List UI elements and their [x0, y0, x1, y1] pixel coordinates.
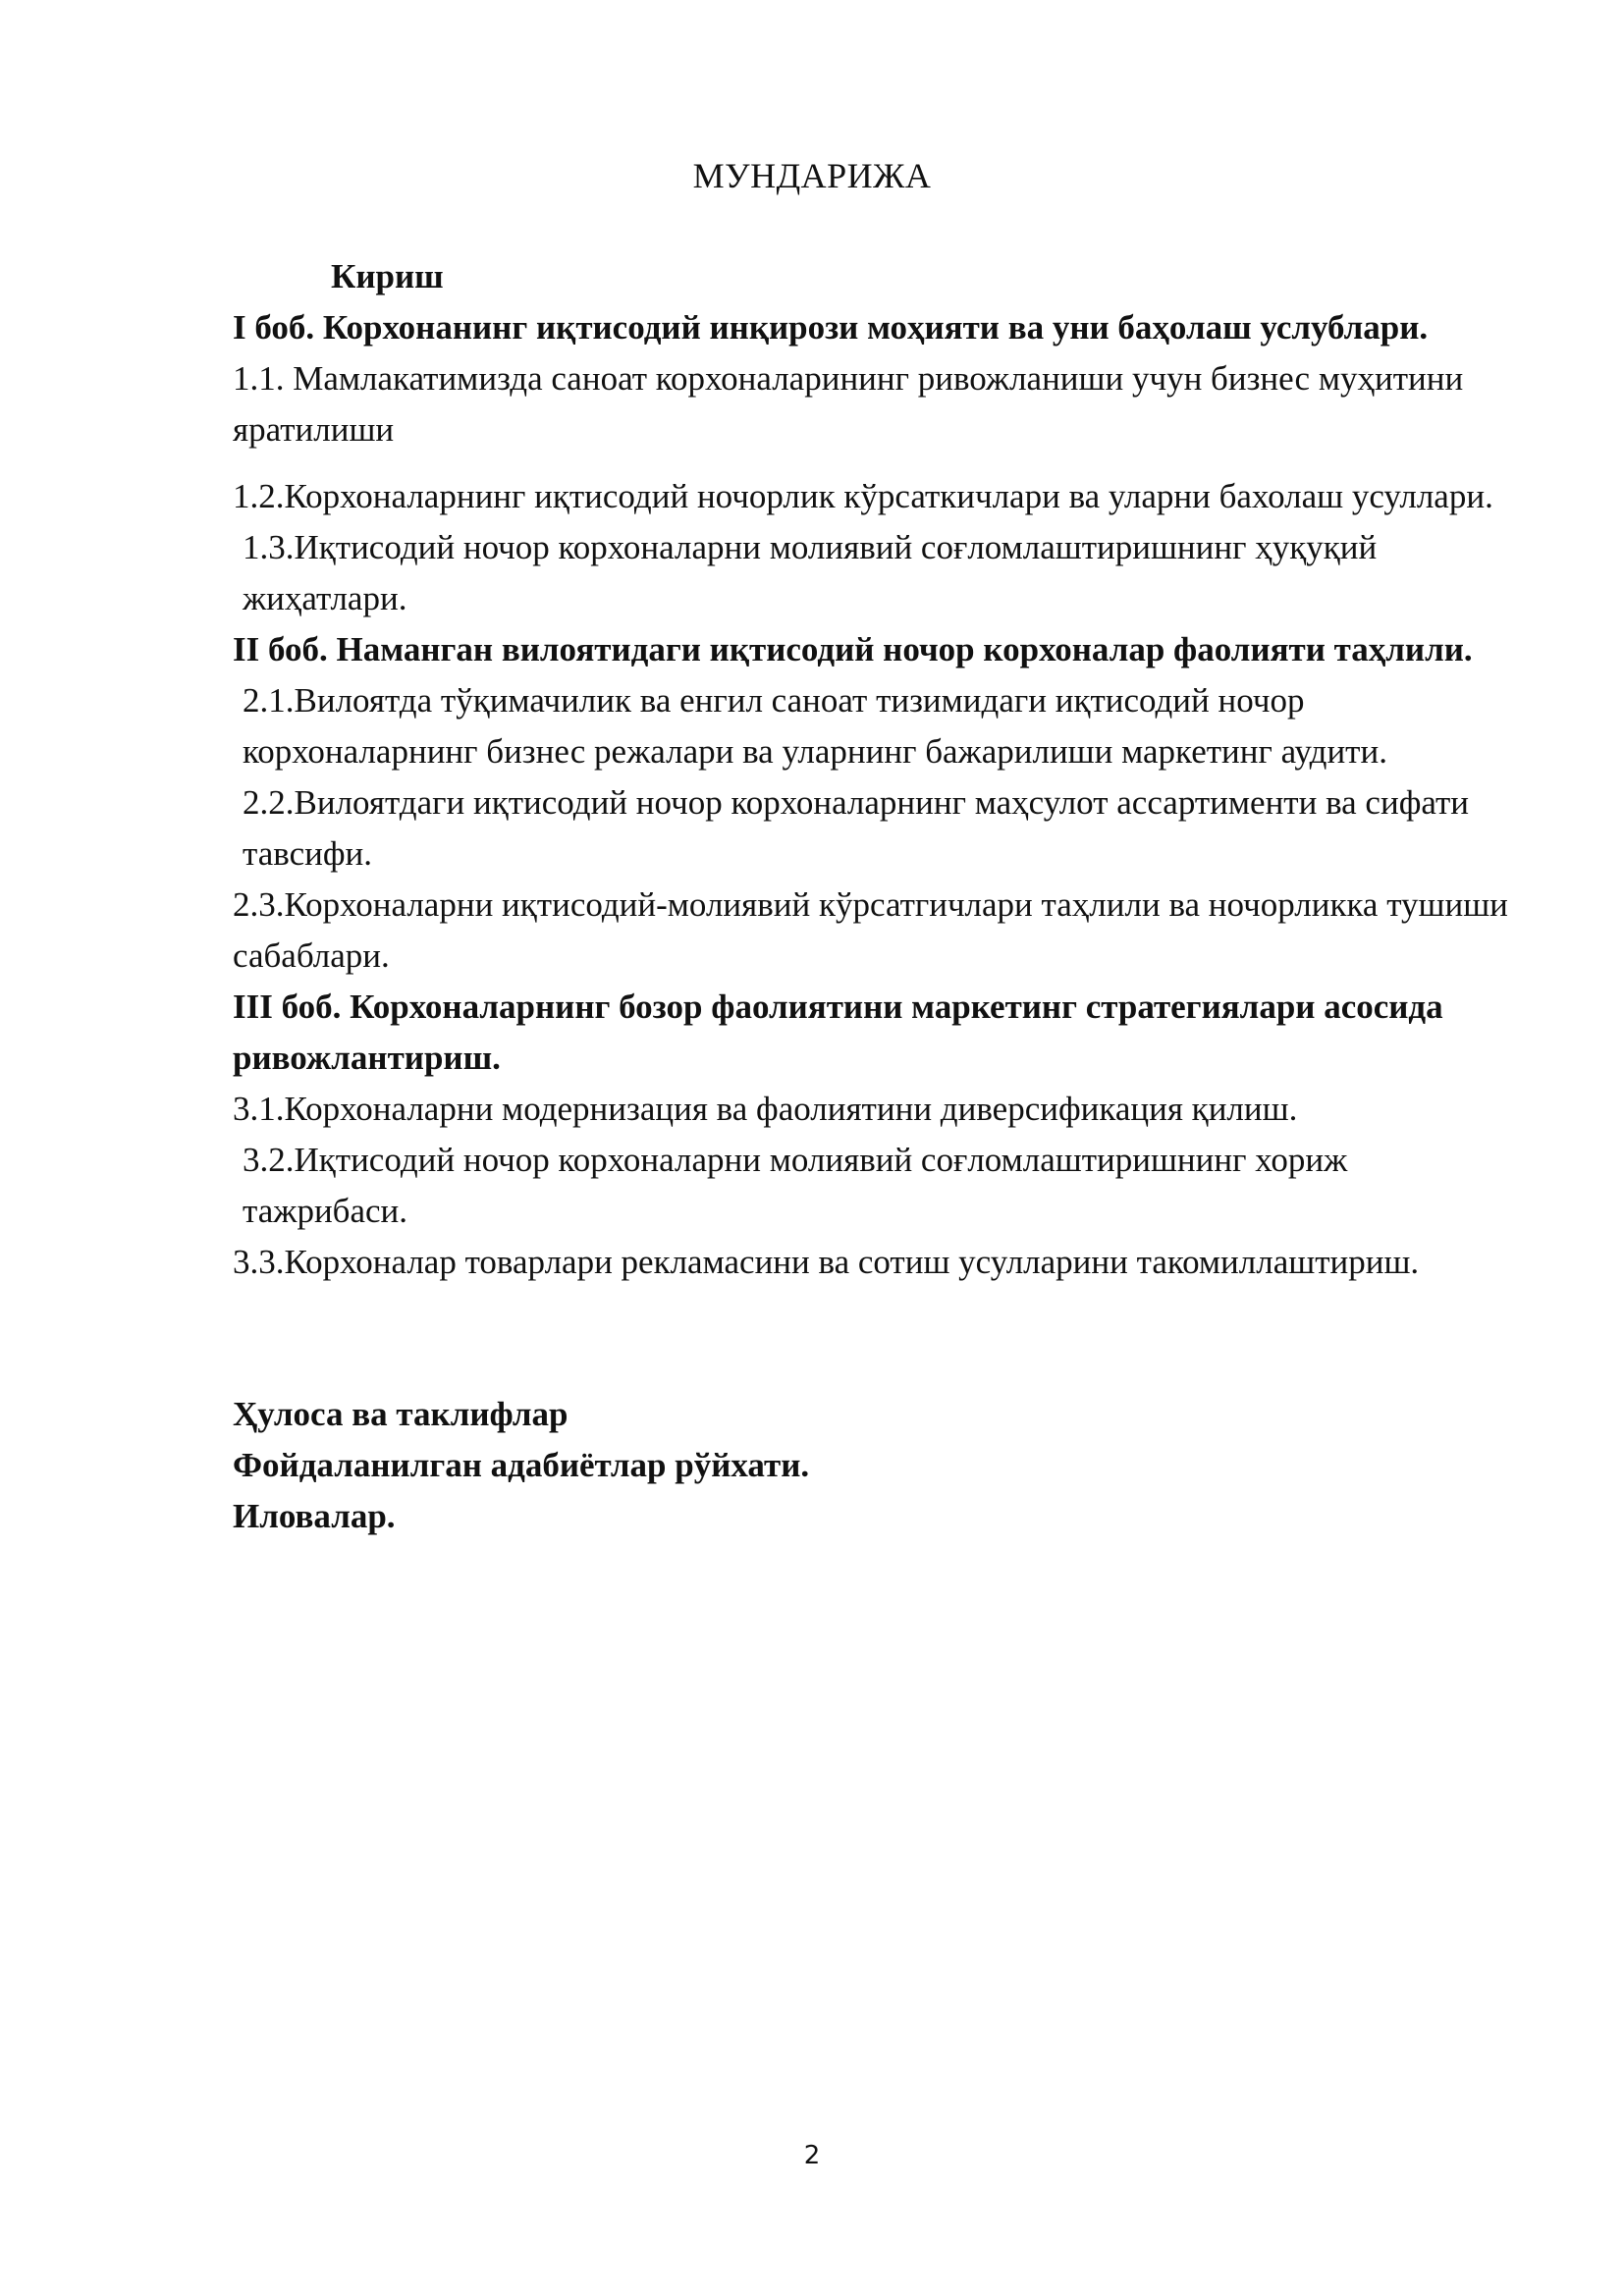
toc-section-1-1: 1.1. Мамлакатимизда саноат корхоналарининг ривожланиши учун бизнес муҳитини яратилиши: [233, 359, 1464, 449]
page-title: МУНДАРИЖА: [692, 156, 932, 195]
toc-section-1-3: 1.3.Иқтисодий ночор корхоналарни молиявий соғломлаштиришнинг ҳуқуқий жиҳатлари.: [243, 528, 1378, 617]
toc-entry-introduction: Кириш: [331, 257, 444, 295]
toc-section-3-2: 3.2.Иқтисодий ночор корхоналарни молиявий соғломлаштиришнинг хориж тажрибаси.: [243, 1141, 1348, 1230]
page-number: 2: [803, 2141, 821, 2170]
toc-chapter-1-title: I боб. Корхонанинг иқтисодий инқирози моҳияти ва уни баҳолаш услублари.: [233, 308, 1429, 347]
toc-section-2-1: 2.1.Вилоятда тўқимачилик ва енгил саноат тизимидаги иқтисодий ночор корхоналарнинг бизнес режалари ва уларнинг бажарилиши маркетинг аудити.: [243, 681, 1387, 771]
toc-section-2-2: 2.2.Вилоятдаги иқтисодий ночор корхоналарнинг маҳсулот ассартименти ва сифати тавсифи.: [243, 783, 1470, 873]
toc-section-3-3: 3.3.Корхоналар товарлари рекламасини ва сотиш усулларини такомиллаштириш.: [233, 1243, 1420, 1281]
toc-chapter-2-title: II боб. Наманган вилоятидаги иқтисодий ночор корхоналар фаолияти таҳлили.: [233, 630, 1473, 668]
toc-chapter-3-title: III боб. Корхоналарнинг бозор фаолиятини маркетинг стратегиялари асосида ривожлантириш.: [233, 988, 1443, 1077]
toc-section-2-3: 2.3.Корхоналарни иқтисодий-молиявий кўрсатгичлари таҳлили ва ночорликка тушиши сабаблари.: [233, 885, 1508, 975]
toc-section-1-2: 1.2.Корхоналарнинг иқтисодий ночорлик кўрсаткичлари ва уларни бахолаш усуллари.: [233, 477, 1493, 515]
toc-entry-appendices: Иловалар.: [233, 1497, 396, 1535]
toc-entry-conclusion: Ҳулоса ва таклифлар: [233, 1395, 568, 1433]
toc-section-3-1: 3.1.Корхоналарни модернизация ва фаолиятини диверсификация қилиш.: [233, 1090, 1298, 1128]
toc-entry-references: Фойдаланилган адабиётлар рўйхати.: [233, 1446, 810, 1484]
table-of-contents: [233, 251, 1509, 1542]
